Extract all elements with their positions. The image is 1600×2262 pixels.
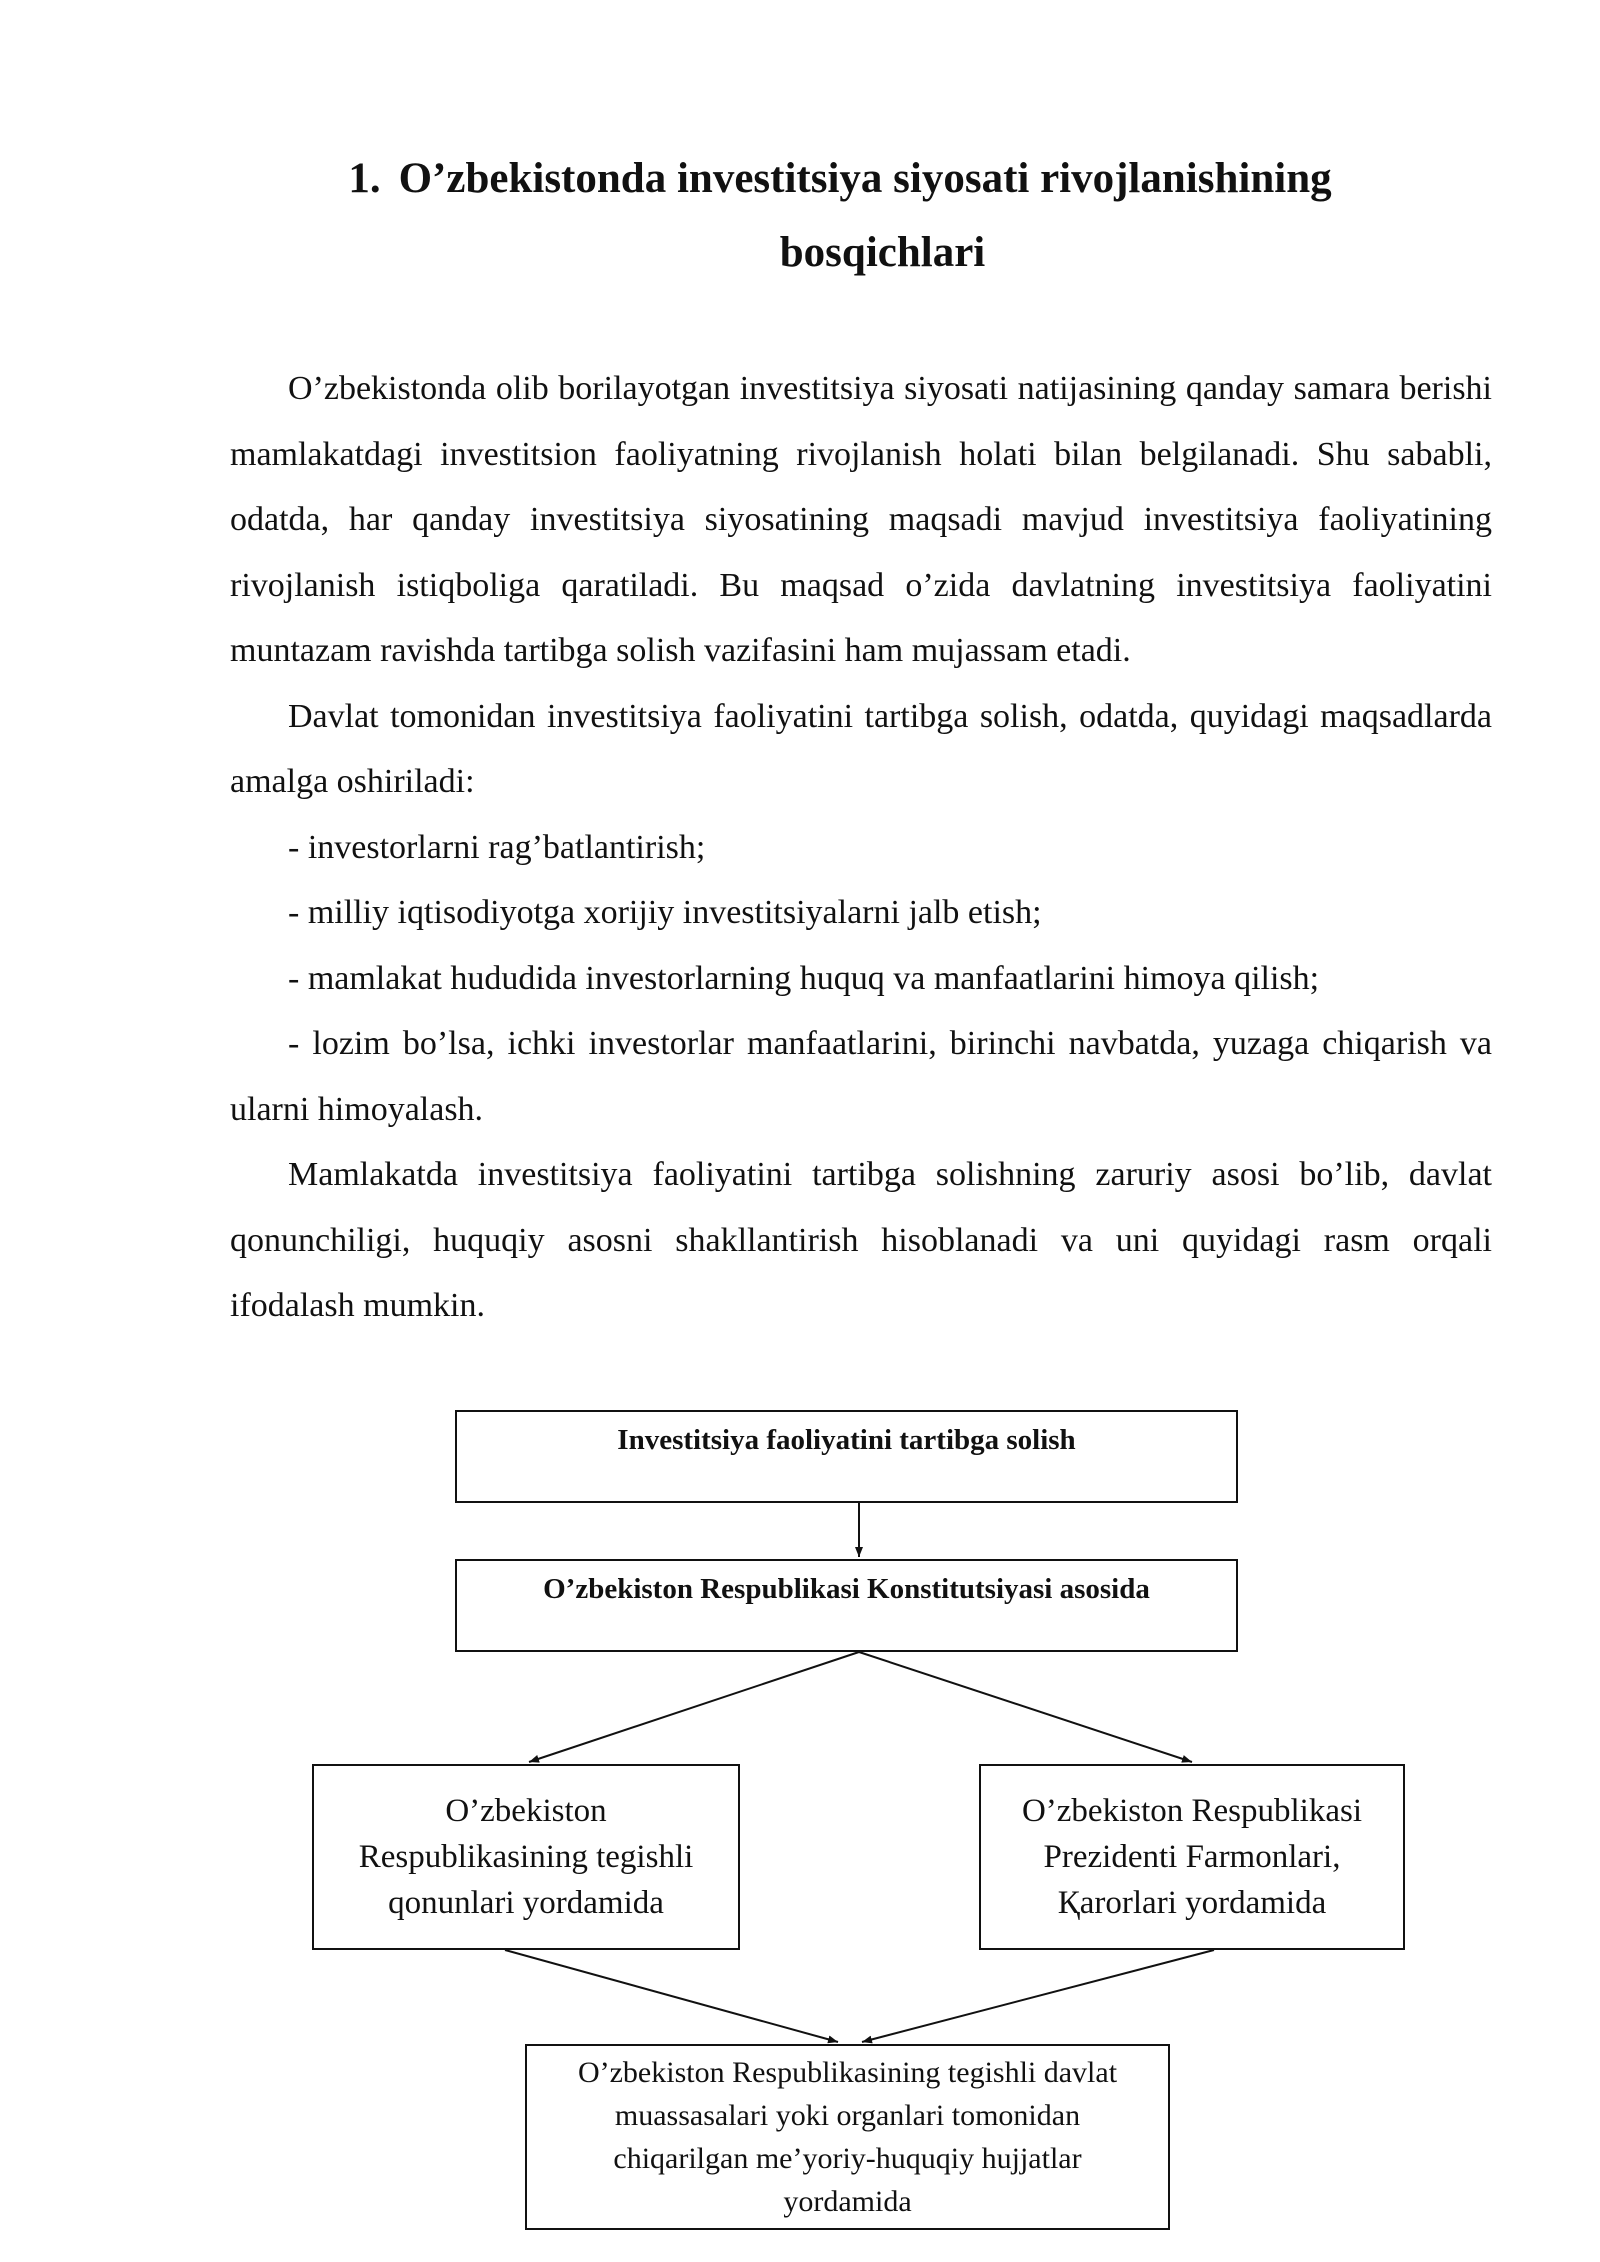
arrow-decrees-to-regulations (862, 1950, 1214, 2042)
box-label: Investitsiya faoliyatini tartibga solish (617, 1424, 1076, 1456)
box-label: O’zbekiston Respublikasi Konstitutsiyasi asosida (543, 1573, 1150, 1605)
arrow-laws-to-regulations (505, 1950, 838, 2042)
box-line: chiqarilgan me’yoriy-huquqiy hujjatlar (613, 2142, 1082, 2175)
heading-line-2: bosqichlari (779, 229, 986, 276)
arrow-constitution-to-laws (529, 1652, 859, 1762)
list-item: - mamlakat hududida investorlarning huquq va manfaatlarini himoya qilish; (288, 959, 1320, 997)
paragraph-closing: Mamlakatda investitsiya faoliyatini tartibga solishning zaruriy asosi bo’lib, davlat qonunchiligi, huquqiy asosni shakllantirish hisoblanadi va uni quyidagi rasm orqali ifodalash mumkin. (230, 1156, 1492, 1324)
heading-number: 1. (348, 155, 381, 202)
box-constitution (455, 1559, 1238, 1652)
box-line: muassasalari yoki organlari tomonidan (614, 2099, 1081, 2132)
box-line: Respublikasining tegishli (358, 1839, 694, 1875)
heading-text-1: O’zbekistonda investitsiya siyosati rivojlanishining (398, 155, 1332, 202)
box-line: qonunlari yordamida (388, 1885, 664, 1921)
box-investment-regulation (455, 1410, 1238, 1503)
box-line: yordamida (783, 2185, 912, 2218)
paragraph-intro: O’zbekistonda olib borilayotgan investitsiya siyosati natijasining qanday samara berishi mamlakatdagi investitsion faoliyatning rivojlanish holati bilan belgilanadi. Shu sababli, odatda, har qanday investitsiya siyosatining maqsadi mavjud investitsiya faoliyatining rivojlanish istiqboliga qaratiladi. Bu maqsad o’zida davlatning investitsiya faoliyatini muntazam ravishda tartibga solish vazifasini ham mujassam etadi. (230, 370, 1492, 669)
arrow-constitution-to-decrees (859, 1652, 1192, 1762)
box-line: O’zbekiston (445, 1793, 607, 1829)
list-item: - lozim bo’lsa, ichki investorlar manfaatlarini, birinchi navbatda, yuzaga chiqarish va ularni himoyalash. (230, 1025, 1492, 1128)
list-item: - milliy iqtisodiyotga xorijiy investitsiyalarni jalb etish; (288, 894, 1042, 931)
box-line: O’zbekiston Respublikasining tegishli davlat (577, 2056, 1118, 2089)
box-line: Қarorlari yordamida (1057, 1885, 1327, 1921)
box-line: O’zbekiston Respublikasi (1021, 1793, 1363, 1829)
paragraph-goals: Davlat tomonidan investitsiya faoliyatini tartibga solish, odatda, quyidagi maqsadlarda amalga oshiriladi: (230, 697, 1492, 800)
box-presidential-decrees (979, 1764, 1405, 1950)
list-item: - investorlarni rag’batlantirish; (288, 828, 706, 866)
box-regulatory-acts (525, 2044, 1170, 2230)
box-laws (312, 1764, 740, 1950)
box-line: Prezidenti Farmonlari, (1043, 1839, 1341, 1875)
